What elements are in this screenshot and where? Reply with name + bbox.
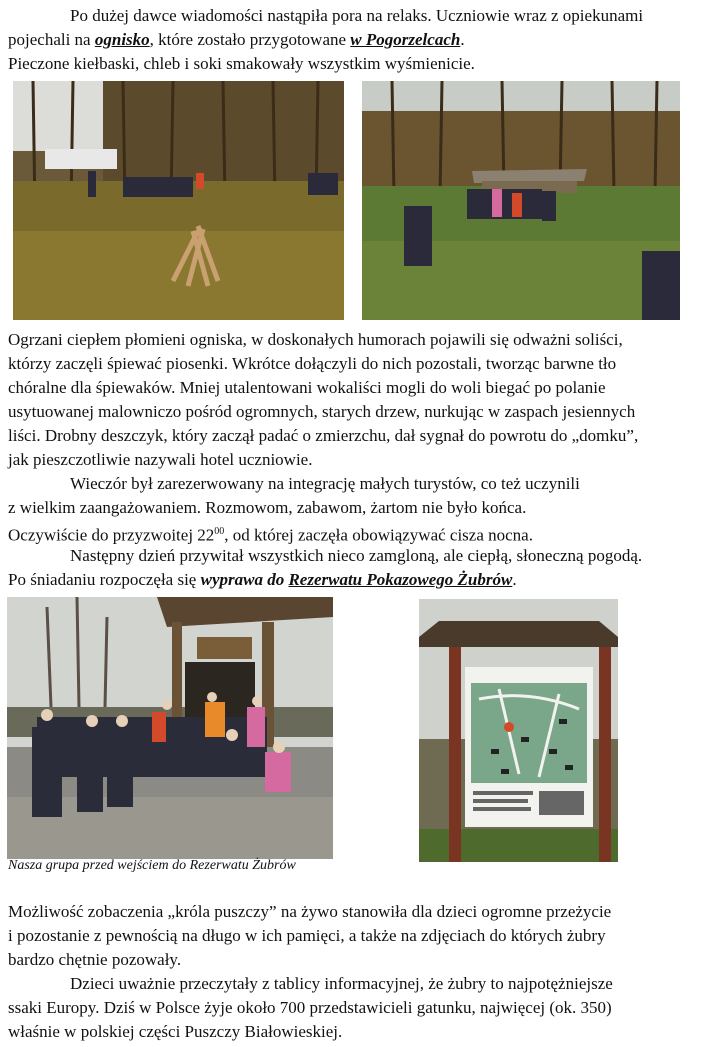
text-line: Wieczór był zarezerwowany na integrację małych turystów, co też uczynili (70, 474, 580, 493)
trip-emphasis: wyprawa do (200, 570, 289, 589)
place-emphasis: w Pogorzelcach (350, 30, 461, 49)
text-line: i pozostanie z pewnością na długo w ich pamięci, a także na zdjęciach do których żubry (8, 926, 606, 945)
text-line: z wielkim zaangażowaniem. Rozmowom, zabawom, żartom nie było końca. (8, 498, 527, 517)
text-line: liści. Drobny deszczyk, który zaczął padać o zmierzchu, dał sygnał do powrotu do „domku”, (8, 426, 639, 445)
text-line: Pieczone kiełbaski, chleb i soki smakowały wszystkim wyśmienicie. (8, 54, 475, 73)
text-line: Dzieci uważnie przeczytały z tablicy informacyjnej, że żubry to najpotężniejsze (70, 974, 613, 993)
text-line: jak pieszczotliwie nazywali hotel uczniowie. (8, 450, 313, 469)
photo-campfire (13, 81, 344, 320)
text-line: którzy zaczęli śpiewać piosenki. Wkrótce dołączyli do nich pozostali, tworząc barwne tło (8, 354, 617, 373)
text-line: właśnie w polskiej części Puszczy Białowieskiej. (8, 1022, 343, 1041)
text-line: Po dużej dawce wiadomości nastąpiła pora na relaks. Uczniowie wraz z opiekunami (70, 6, 644, 25)
paragraph-next-day (8, 544, 708, 592)
paragraph-facts (8, 972, 708, 1044)
text-line: Oczywiście do przyzwoitej $22^{00}$, od której zaczęła obowiązywać cisza nocna. (8, 525, 533, 545)
text-line: ssaki Europy. Dziś w Polsce żyje około 700 przedstawicieli gatunku, najwięcej (ok. 350) (8, 998, 612, 1017)
ognisko-emphasis: ognisko (94, 30, 150, 49)
photo-caption: Nasza grupa przed wejściem do Rezerwatu Żubrów (8, 858, 296, 873)
photo-forest-clearing (362, 81, 680, 320)
text-line: bardzo chętnie pozowały. (8, 950, 182, 969)
paragraph-campfire (8, 328, 708, 472)
text-line: pojechali na ognisko, które zostało przygotowane w Pogorzelcach. (8, 30, 465, 49)
text-line: Ogrzani ciepłem płomieni ogniska, w doskonałych humorach pojawili się odważni soliści, (8, 330, 623, 349)
paragraph-bison (8, 900, 708, 972)
paragraph-intro (8, 4, 708, 76)
text-line: Po śniadaniu rozpoczęła się wyprawa do Rezerwatu Pokazowego Żubrów. (8, 570, 517, 589)
text-line: Możliwość zobaczenia „króla puszczy” na żywo stanowiła dla dzieci ogromne przeżycie (8, 902, 612, 921)
paragraph-evening (8, 472, 708, 548)
reserve-emphasis: Rezerwatu Pokazowego Żubrów (288, 570, 513, 589)
photo-information-board (419, 599, 618, 862)
text-line: usytuowanej malowniczo pośród ogromnych, starych drzew, nurkując w zaspach jesiennych (8, 402, 636, 421)
text-line: chóralne dla śpiewaków. Mniej utalentowani wokaliści mogli do woli biegać po polanie (8, 378, 606, 397)
photo-group-at-entrance (7, 597, 333, 859)
text-line: Następny dzień przywitał wszystkich nieco zamgloną, ale ciepłą, słoneczną pogodą. (70, 546, 643, 565)
